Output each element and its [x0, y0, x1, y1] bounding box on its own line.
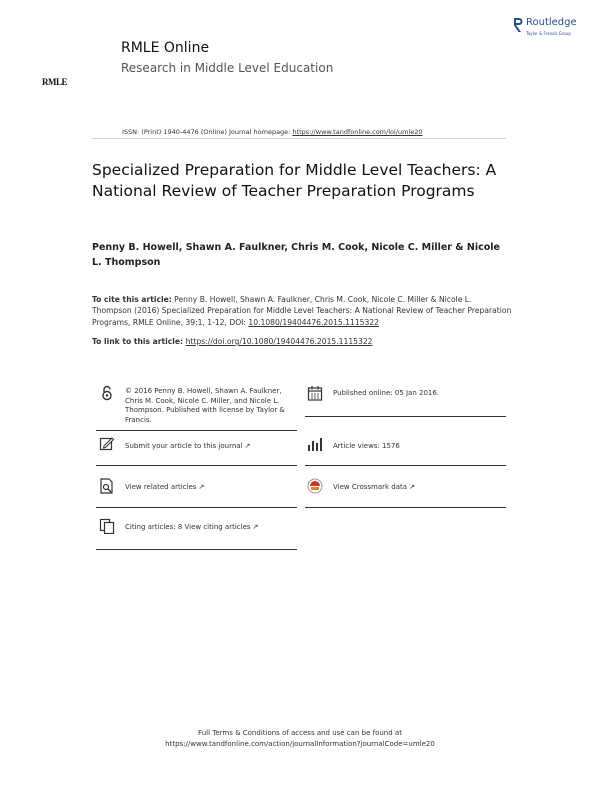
crossmark-link[interactable] — [333, 483, 415, 493]
crossmark-label: View Crossmark data — [333, 483, 408, 491]
issn-text: ISSN: (Print) 1940-4476 (Online) Journal homepage: — [122, 128, 293, 136]
publisher-name: Routledge — [526, 17, 577, 28]
submit-article-link[interactable] — [125, 442, 250, 452]
divider — [96, 549, 297, 550]
article-views: Article views: 1576 — [333, 442, 400, 450]
citing-articles-link[interactable] — [125, 523, 258, 533]
routledge-icon — [512, 17, 524, 33]
article-doi-url[interactable]: https://doi.org/10.1080/19404476.2015.1115322 — [185, 337, 373, 346]
divider — [96, 430, 297, 431]
citing-articles-icon — [99, 518, 115, 534]
divider — [305, 507, 506, 508]
external-link-icon: ↗ — [252, 523, 259, 531]
journal-subtitle: Research in Middle Level Education — [121, 61, 334, 75]
issn-line — [122, 128, 423, 136]
divider — [305, 465, 506, 466]
divider — [96, 507, 297, 508]
related-articles-link[interactable] — [125, 483, 204, 493]
footer-url[interactable]: https://www.tandfonline.com/action/journalInformation?journalCode=umle20 — [165, 740, 435, 748]
footer-terms: Full Terms & Conditions of access and use can be found at — [198, 729, 402, 737]
article-authors: Penny B. Howell, Shawn A. Faulkner, Chris M. Cook, Nicole C. Miller & Nicole L. Thompson — [92, 242, 500, 268]
journal-logo-text: RMLE — [42, 77, 67, 87]
publisher-subname: Taylor & Francis Group — [526, 31, 571, 36]
citation — [92, 294, 512, 328]
publisher-logo — [512, 17, 592, 39]
external-link-icon: ↗ — [409, 483, 415, 491]
article-views-icon — [307, 436, 323, 452]
citation-text: Penny B. Howell, Shawn A. Faulkner, Chris M. Cook, Nicole C. Miller & Nicole L. Thompson (2016) Specialized Preparation for Middle Level Teachers: A National Review of Teacher Preparation Programs, RMLE Online, 39:1, 1-12, DOI: — [92, 295, 512, 327]
external-link-icon: ↗ — [198, 483, 205, 491]
citation-label: To cite this article: — [92, 295, 172, 304]
citing-articles-label: Citing articles: 8 View citing articles — [125, 523, 251, 531]
calendar-icon — [307, 385, 323, 401]
journal-logo — [42, 70, 90, 87]
published-date: Published online: 05 Jan 2016. — [333, 389, 440, 397]
link-to-article — [92, 337, 372, 346]
external-link-icon: ↗ — [244, 442, 251, 450]
journal-title: RMLE Online — [121, 40, 210, 56]
journal-homepage-link[interactable]: https://www.tandfonline.com/loi/umle20 — [292, 128, 423, 136]
divider — [92, 138, 506, 139]
submit-article-label: Submit your article to this journal — [125, 442, 243, 450]
submit-article-icon — [99, 436, 115, 452]
related-articles-icon — [99, 478, 115, 494]
article-title: Specialized Preparation for Middle Level Teachers: A National Review of Teacher Preparation Programs — [92, 161, 497, 200]
related-articles-label: View related articles — [125, 483, 197, 491]
doi-link[interactable]: 10.1080/19404476.2015.1115322 — [248, 317, 379, 327]
link-to-label: To link to this article: — [92, 337, 186, 346]
divider — [305, 416, 506, 417]
license-text: © 2016 Penny B. Howell, Shawn A. Faulkner, Chris M. Cook, Nicole C. Miller, and Nicole L. Thompson. Published with license by Taylor & Francis. — [125, 387, 285, 424]
crossmark-icon — [307, 478, 323, 494]
open-access-icon — [99, 385, 115, 401]
divider — [96, 465, 297, 466]
